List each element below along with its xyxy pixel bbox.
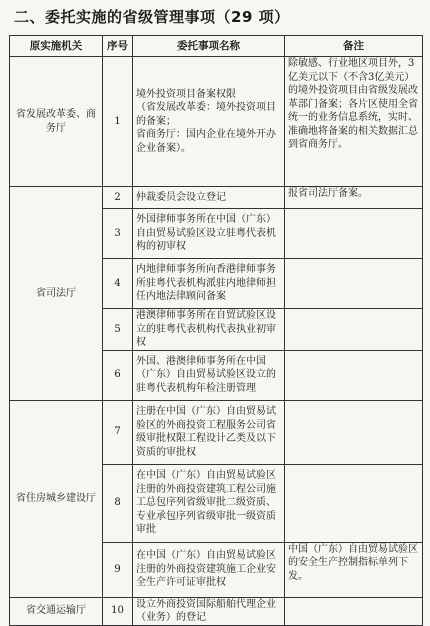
header-note: 备注 (285, 36, 423, 57)
org-cell: 省发展改革委、商务厅 (10, 57, 103, 187)
header-num: 序号 (103, 36, 133, 57)
item-name: 内地律师事务所向香港律师事务所驻粤代表机构派驻内地律师担任内地法律顾问备案 (133, 259, 285, 309)
row-num: 4 (103, 259, 133, 309)
item-note (285, 464, 423, 542)
section-title: 二、委托实施的省级管理事项（29 项） (14, 8, 290, 26)
item-name: 港澳律师事务所在自贸试验区设立的驻粤代表机构代表执业初审权 (133, 309, 285, 351)
table-header-row (10, 36, 423, 57)
org-cell: 省住房城乡建设厅 (10, 400, 103, 597)
row-num: 5 (103, 309, 133, 351)
table-row (10, 187, 423, 209)
matters-table (9, 35, 423, 626)
header-org: 原实施机关 (10, 36, 103, 57)
item-name-line: 境外投资项目备案权限 (136, 88, 236, 100)
item-note (285, 400, 423, 464)
item-note (285, 309, 423, 351)
item-name: 外国、港澳律师事务所在中国（广东）自由贸易试验区设立的驻粤代表机构年检注册管理 (133, 350, 285, 400)
header-name: 委托事项名称 (133, 36, 285, 57)
item-name: 仲裁委员会设立登记 (133, 187, 285, 209)
row-num: 9 (103, 542, 133, 597)
item-name: 设立外商投资国际船舶代理企业（业务）的登记 (133, 597, 285, 625)
item-note: 除敏感、行业地区项目外，3亿美元以下（不含3亿美元）的境外投资项目由省级发展改革部门备案；各片区使用全省统一的业务信息系统，实时、准确地将备案的相关数据汇总到省商务厅。 (285, 57, 423, 187)
item-name-line: 省商务厅：国内企业在境外开办企业备案）。 (136, 129, 276, 154)
item-note (285, 209, 423, 259)
item-name (133, 57, 285, 187)
table-row (10, 400, 423, 464)
row-num: 1 (103, 57, 133, 187)
org-cell: 省司法厅 (10, 187, 103, 401)
item-name: 注册在中国（广东）自由贸易试验区的外商投资工程服务公司省级审批权限工程设计乙类及以下资质的审批权 (133, 400, 285, 464)
item-name: 在中国（广东）自由贸易试验区注册的外商投资建筑工程公司施工总包序列省级审批二级资质、专业承包序列省级审批一级资质审批 (133, 464, 285, 542)
item-note (285, 350, 423, 400)
row-num: 3 (103, 209, 133, 259)
table-row (10, 597, 423, 625)
table-row (10, 57, 423, 187)
item-note (285, 597, 423, 625)
row-num: 8 (103, 464, 133, 542)
item-name: 在中国（广东）自由贸易试验区注册的外商投资建筑施工企业安全生产许可证审批权 (133, 542, 285, 597)
row-num: 2 (103, 187, 133, 209)
row-num: 6 (103, 350, 133, 400)
item-note (285, 259, 423, 309)
item-name: 外国律师事务所在中国（广东）自由贸易试验区设立驻粤代表机构的初审权 (133, 209, 285, 259)
item-name-line: （省发展改革委：境外投资项目的备案； (136, 102, 276, 127)
row-num: 10 (103, 597, 133, 625)
item-note: 报省司法厅备案。 (285, 187, 423, 209)
row-num: 7 (103, 400, 133, 464)
org-cell: 省交通运输厅 (10, 597, 103, 625)
item-note: 中国（广东）自由贸易试验区的安全生产控制指标单列下发。 (285, 542, 423, 597)
